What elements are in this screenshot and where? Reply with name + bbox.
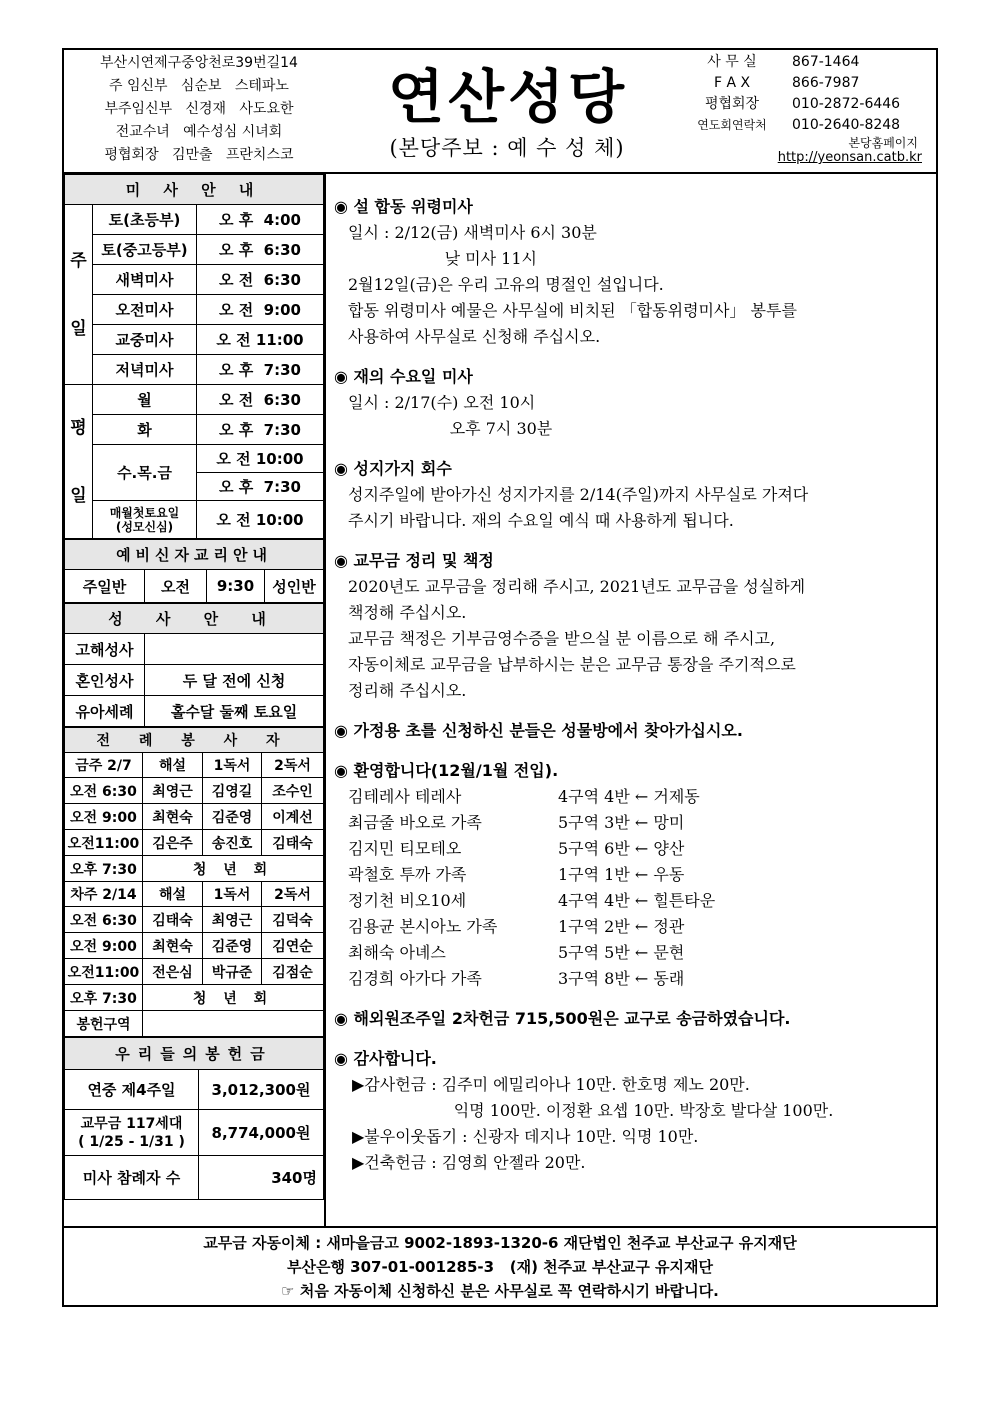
sacrament-value: 두 달 전에 신청 (145, 665, 324, 696)
notice-title: ◉ 가정용 초를 신청하신 분들은 성물방에서 찾아가십시오. (334, 721, 743, 740)
notice-body (334, 220, 934, 350)
welcome-row (334, 836, 934, 862)
column-divider (324, 172, 326, 1226)
server-head: 2독서 (262, 882, 324, 907)
left-column (64, 174, 323, 1200)
contact-value: 010-2640-8248 (792, 117, 901, 133)
server-time: 오전 6:30 (65, 778, 143, 804)
server-cell: 최현숙 (143, 804, 203, 830)
server-cell: 김태숙 (262, 830, 324, 856)
mass-name: 저녁미사 (93, 355, 197, 385)
notice-title: ◉ 설 합동 위령미사 (334, 197, 473, 216)
notice-line: 2020년도 교무금을 정리해 주시고, 2021년도 교무금을 성실하게 (348, 577, 806, 596)
sacrament-name: 고해성사 (65, 634, 145, 665)
server-head: 2독서 (262, 753, 324, 778)
weekday-label: 평 일 (65, 385, 93, 539)
sat-name-line: 매월첫토요일 (109, 505, 180, 520)
server-cell: 이계선 (262, 804, 324, 830)
welcome-row (334, 862, 934, 888)
catechumen-cell: 9:30 (207, 570, 265, 603)
welcome-row (334, 784, 934, 810)
notice-title: ◉ 해외원조주일 2차헌금 715,500원은 교구로 송금하였습니다. (334, 1009, 791, 1028)
contact-value: 866-7987 (792, 75, 860, 91)
section-title: 우리들의봉헌금 (65, 1038, 324, 1070)
server-head: 1독서 (203, 753, 262, 778)
server-cell: 김준영 (203, 804, 262, 830)
notice-line: 책정해 주십시오. (348, 603, 467, 622)
welcome-group: 1구역 2반 ← 정관 (558, 917, 685, 936)
server-head: 차주 2/14 (65, 882, 143, 907)
staff-line: 평협회장 김만출 프란치스코 (104, 147, 294, 163)
sat-name-line: (성모신심) (115, 519, 174, 534)
welcome-group: 4구역 4반 ← 힐튼타운 (558, 891, 716, 910)
offering-table (64, 1037, 324, 1200)
notice-line: 일시 : 2/12(금) 새벽미사 6시 30분 (348, 223, 597, 242)
server-time: 오후 7:30 (65, 985, 143, 1011)
mass-time: 오 전 11:00 (197, 325, 324, 355)
server-time: 오전 9:00 (65, 804, 143, 830)
notice-line: 사용하여 사무실로 신청해 주십시오. (348, 327, 601, 346)
welcome-name: 정기천 비오10세 (348, 891, 467, 910)
mass-time: 오 전 6:30 (197, 385, 324, 415)
server-cell: 청 년 회 (143, 985, 324, 1011)
server-time: 오전 6:30 (65, 907, 143, 933)
offering-value: 3,012,300원 (199, 1070, 324, 1110)
mass-name: 토(초등부) (93, 205, 197, 235)
server-head: 1독서 (203, 882, 262, 907)
contact-value: 867-1464 (792, 54, 860, 70)
notice-title: ◉ 감사합니다. (334, 1049, 437, 1068)
homepage-label: 본당홈페이지 (848, 136, 918, 150)
server-time: 오후 7:30 (65, 856, 143, 882)
server-cell: 김은주 (143, 830, 203, 856)
contact-row (684, 73, 936, 94)
contact-label: 연도회연락처 (697, 118, 767, 132)
mass-time: 오 전 6:30 (197, 265, 324, 295)
server-cell: 조수인 (262, 778, 324, 804)
server-cell: 최현숙 (143, 933, 203, 959)
server-head: 금주 2/7 (65, 753, 143, 778)
welcome-row (334, 966, 934, 992)
mass-time: 오 전 9:00 (197, 295, 324, 325)
mass-name: 월 (93, 385, 197, 415)
notice-line: 교무금 책정은 기부금영수증을 받으실 분 이름으로 해 주시고, (348, 629, 776, 648)
mass-time: 오 전 10:00 (197, 445, 324, 473)
server-cell: 김태숙 (143, 907, 203, 933)
footer-line: 교무금 자동이체 : 새마을금고 9002-1893-1320-6 재단법인 천주교 부산교구 유지재단 (203, 1234, 797, 1252)
notices (334, 194, 934, 1176)
mass-time: 오 후 7:30 (197, 355, 324, 385)
catechumen-cell: 성인반 (265, 570, 324, 603)
welcome-name: 최해숙 아녜스 (348, 943, 446, 962)
divider (62, 1226, 938, 1228)
section-title: 미 사 안 내 (65, 175, 324, 205)
mass-name: 화 (93, 415, 197, 445)
offering-name-line: 교무금 117세대 (80, 1115, 183, 1132)
district-value (143, 1011, 324, 1037)
server-cell: 김연순 (262, 933, 324, 959)
notice-body (334, 390, 934, 442)
mass-time: 오 후 4:00 (197, 205, 324, 235)
notice-line: 오후 7시 30분 (348, 419, 553, 438)
contact-label: 평협회장 (704, 96, 760, 112)
notice-line: ▶불우이웃돕기 : 신광자 데지나 10만. 익명 10만. (352, 1127, 699, 1146)
welcome-group: 4구역 4반 ← 거제동 (558, 787, 700, 806)
section-title: 예비신자교리안내 (65, 540, 324, 570)
welcome-name: 김용균 본시아노 가족 (348, 917, 498, 936)
footer-line: ☞ 처음 자동이체 신청하신 분은 사무실로 꼭 연락하시기 바랍니다. (281, 1282, 719, 1300)
notice-line: 성지주일에 받아가신 성지가지를 2/14(주일)까지 사무실로 가져다 (348, 485, 809, 504)
mass-name: 새벽미사 (93, 265, 197, 295)
sacrament-value (145, 634, 324, 665)
catechumen-cell: 오전 (145, 570, 207, 603)
welcome-name: 곽철호 투까 가족 (348, 865, 467, 884)
notice-line: 2월12일(금)은 우리 고유의 명절인 설입니다. (348, 275, 664, 294)
offering-name-line: ( 1/25 - 1/31 ) (78, 1133, 185, 1150)
header-contacts (684, 52, 936, 166)
server-time: 오전 9:00 (65, 933, 143, 959)
server-cell: 김준영 (203, 933, 262, 959)
server-cell: 김점순 (262, 959, 324, 985)
contact-row (684, 115, 936, 136)
notice-title: ◉ 재의 수요일 미사 (334, 367, 473, 386)
footer-line: 부산은행 307-01-001285-3 (재) 천주교 부산교구 유지재단 (286, 1258, 714, 1276)
offering-value: 8,774,000원 (199, 1110, 324, 1156)
mass-time: 오 후 6:30 (197, 235, 324, 265)
notice-line: 자동이체로 교무금을 납부하시는 분은 교무금 통장을 주기적으로 (348, 655, 796, 674)
section-title: 성 사 안 내 (65, 604, 324, 634)
server-time: 오전11:00 (65, 830, 143, 856)
mass-name: 토(중고등부) (93, 235, 197, 265)
servers-table (64, 727, 324, 1037)
server-cell: 김덕숙 (262, 907, 324, 933)
notice-line: ▶건축헌금 : 김영희 안젤라 20만. (352, 1153, 586, 1172)
server-cell: 최영근 (203, 907, 262, 933)
mass-name (93, 501, 197, 539)
welcome-row (334, 810, 934, 836)
page-title: 연산성당 (387, 63, 629, 131)
offering-name: 미사 참례자 수 (65, 1156, 199, 1200)
welcome-name: 최금줄 바오로 가족 (348, 813, 482, 832)
server-cell: 청 년 회 (143, 856, 324, 882)
header-staff (64, 52, 334, 167)
welcome-group: 3구역 8반 ← 동래 (558, 969, 685, 988)
server-cell: 최영근 (143, 778, 203, 804)
notice-line: ▶감사헌금 : 김주미 에밀리아나 10만. 한호명 제노 20만. (352, 1075, 750, 1094)
catechumen-cell: 주일반 (65, 570, 145, 603)
notice-body (334, 1072, 934, 1176)
sacrament-value: 홀수달 둘째 토요일 (145, 696, 324, 727)
notice-line: 일시 : 2/17(수) 오전 10시 (348, 393, 536, 412)
notice-title: ◉ 환영합니다(12월/1월 전입). (334, 761, 559, 780)
homepage-link[interactable]: http://yeonsan.catb.kr (777, 150, 922, 165)
server-cell: 박규준 (203, 959, 262, 985)
welcome-name: 김경희 아가다 가족 (348, 969, 482, 988)
staff-line: 부주임신부 신경재 사도요한 (104, 101, 294, 117)
server-head: 해설 (143, 882, 203, 907)
contact-value: 010-2872-6446 (792, 96, 901, 112)
contact-row (684, 94, 936, 115)
contact-row (684, 52, 936, 73)
section-title: 전 례 봉 사 자 (65, 728, 324, 753)
welcome-group: 5구역 6반 ← 양산 (558, 839, 685, 858)
mass-time: 오 전 10:00 (197, 501, 324, 539)
notice-line: 낮 미사 11시 (348, 249, 537, 268)
staff-line: 주 임신부 심순보 스테파노 (109, 78, 289, 94)
notice-line: 합동 위령미사 예물은 사무실에 비치된 「합동위령미사」 봉투를 (348, 301, 797, 320)
welcome-group: 5구역 5반 ← 문현 (558, 943, 685, 962)
notice-title: ◉ 성지가지 회수 (334, 459, 452, 478)
welcome-name: 김지민 티모테오 (348, 839, 462, 858)
notice-body (334, 482, 934, 534)
notice-title: ◉ 교무금 정리 및 책정 (334, 551, 494, 570)
server-head: 해설 (143, 753, 203, 778)
welcome-row (334, 914, 934, 940)
staff-line: 전교수녀 예수성심 시녀회 (115, 124, 283, 140)
notice-line: 주시기 바랍니다. 재의 수요일 예식 때 사용하게 됩니다. (348, 511, 734, 530)
offering-name: 연중 제4주일 (65, 1070, 199, 1110)
sacrament-name: 혼인성사 (65, 665, 145, 696)
contact-label: F A X (713, 75, 751, 91)
welcome-list (334, 784, 934, 992)
notice-line: 정리해 주십시오. (348, 681, 467, 700)
sacrament-table (64, 603, 324, 727)
mass-name: 교중미사 (93, 325, 197, 355)
mass-time: 오 후 7:30 (197, 473, 324, 501)
district-label: 봉헌구역 (65, 1011, 143, 1037)
catechumen-table (64, 539, 324, 603)
server-time: 오전11:00 (65, 959, 143, 985)
page-subtitle: (본당주보 : 예 수 성 체) (389, 136, 625, 160)
mass-name: 수.목.금 (93, 445, 197, 501)
mass-time: 오 후 7:30 (197, 415, 324, 445)
welcome-group: 1구역 1반 ← 우동 (558, 865, 685, 884)
contact-label: 사 무 실 (707, 54, 757, 70)
sacrament-name: 유아세례 (65, 696, 145, 727)
mass-table (64, 174, 324, 539)
server-cell: 송진호 (203, 830, 262, 856)
offering-value: 340명 (199, 1156, 324, 1200)
notice-line: 익명 100만. 이정환 요셉 10만. 박장호 발다살 100만. (352, 1101, 834, 1120)
offering-name (65, 1110, 199, 1156)
notice-body (334, 574, 934, 704)
server-cell: 전은심 (143, 959, 203, 985)
server-cell: 김영길 (203, 778, 262, 804)
welcome-name: 김테레사 테레사 (348, 787, 462, 806)
mass-name: 오전미사 (93, 295, 197, 325)
welcome-row (334, 888, 934, 914)
footer (64, 1231, 936, 1303)
sunday-label: 주 일 (65, 205, 93, 385)
welcome-row (334, 940, 934, 966)
welcome-group: 5구역 3반 ← 망미 (558, 813, 685, 832)
address: 부산시연제구중앙천로39번길14 (100, 55, 298, 71)
